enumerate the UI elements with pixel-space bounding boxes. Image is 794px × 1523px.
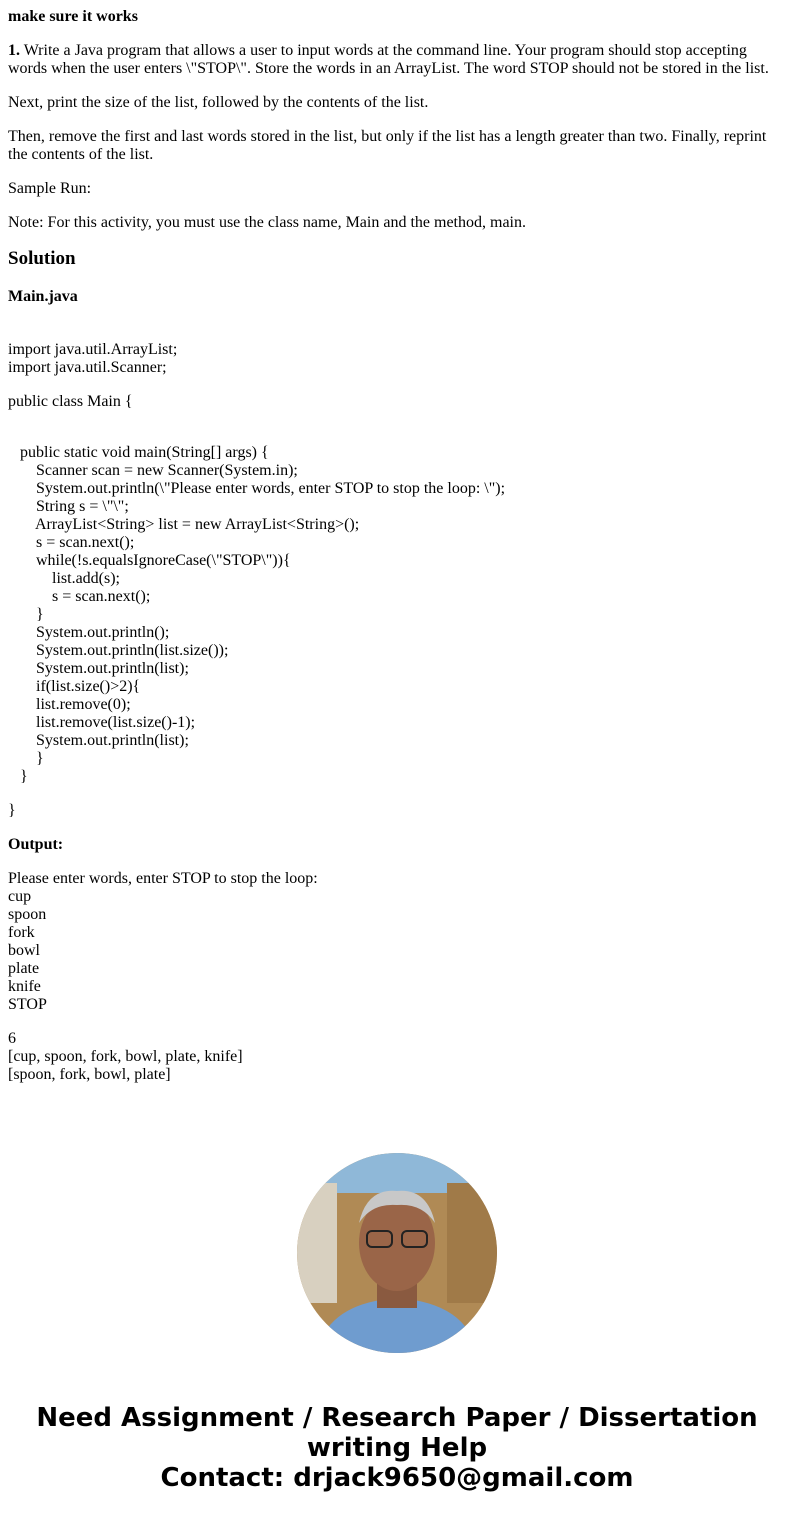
code-line: import java.util.ArrayList; (8, 341, 178, 358)
code-line: import java.util.Scanner; (8, 359, 167, 376)
code-line: while(!s.equalsIgnoreCase(\"STOP\")){ (36, 552, 291, 569)
output-line: 6 (8, 1030, 16, 1047)
note: Note: For this activity, you must use the class name, Main and the method, main. (8, 214, 526, 231)
banner-line: writing Help (306, 1433, 488, 1463)
output-block (8, 870, 786, 1084)
code-line: list.remove(0); (36, 696, 131, 713)
question-paragraph-3: Then, remove the first and last words stored in the list, but only if the list has a length greater than two. Finally, reprint the contents of the list. (8, 128, 767, 163)
code-line: System.out.println(list); (36, 732, 189, 749)
question-number: 1. (8, 42, 20, 59)
output-line: [spoon, fork, bowl, plate] (8, 1066, 171, 1083)
solution-heading: Solution (8, 248, 76, 269)
question-paragraph-2: Next, print the size of the list, followed by the contents of the list. (8, 94, 429, 111)
code-line: } (36, 606, 44, 623)
code-block (8, 341, 786, 820)
code-line: System.out.println(\"Please enter words, enter STOP to stop the loop: \"); (36, 480, 506, 497)
output-line: Please enter words, enter STOP to stop the loop: (8, 870, 318, 887)
code-line: Scanner scan = new Scanner(System.in); (36, 462, 298, 479)
code-line: s = scan.next(); (36, 534, 135, 551)
code-line: public static void main(String[] args) { (20, 444, 269, 461)
code-line: String s = \"\"; (36, 498, 129, 515)
output-line: fork (8, 924, 35, 941)
output-label: Output: (8, 836, 64, 853)
author-photo (297, 1153, 497, 1353)
code-line: System.out.println(); (36, 624, 170, 641)
code-line: s = scan.next(); (52, 588, 151, 605)
output-line: [cup, spoon, fork, bowl, plate, knife] (8, 1048, 243, 1065)
output-line: STOP (8, 996, 47, 1013)
code-line: } (36, 750, 44, 767)
question-title: make sure it works (8, 8, 138, 25)
code-line: System.out.println(list); (36, 660, 189, 677)
banner-contact: Contact: drjack9650@gmail.com (160, 1463, 634, 1493)
contact-banner (0, 1403, 794, 1493)
output-line: cup (8, 888, 32, 905)
code-line: System.out.println(list.size()); (36, 642, 229, 659)
filename: Main.java (8, 288, 78, 305)
banner-line: Need Assignment / Research Paper / Dissertation (36, 1403, 758, 1433)
code-line: list.remove(list.size()-1); (36, 714, 196, 731)
output-line: bowl (8, 942, 40, 959)
code-line: public class Main { (8, 393, 133, 410)
code-line: } (8, 802, 16, 819)
code-line: } (20, 768, 28, 785)
output-line: spoon (8, 906, 47, 923)
sample-run-label: Sample Run: (8, 180, 92, 197)
question-paragraph-1: 1. Write a Java program that allows a user to input words at the command line. Your program should stop accepting words when the user enters \"STOP\". Store the words in an ArrayList. The word STOP should not be stored in the list. (8, 42, 769, 77)
code-line: if(list.size()>2){ (36, 678, 141, 695)
code-line: list.add(s); (52, 570, 120, 587)
output-line: knife (8, 978, 41, 995)
output-line: plate (8, 960, 40, 977)
code-line: ArrayList<String> list = new ArrayList<String>(); (35, 516, 360, 533)
